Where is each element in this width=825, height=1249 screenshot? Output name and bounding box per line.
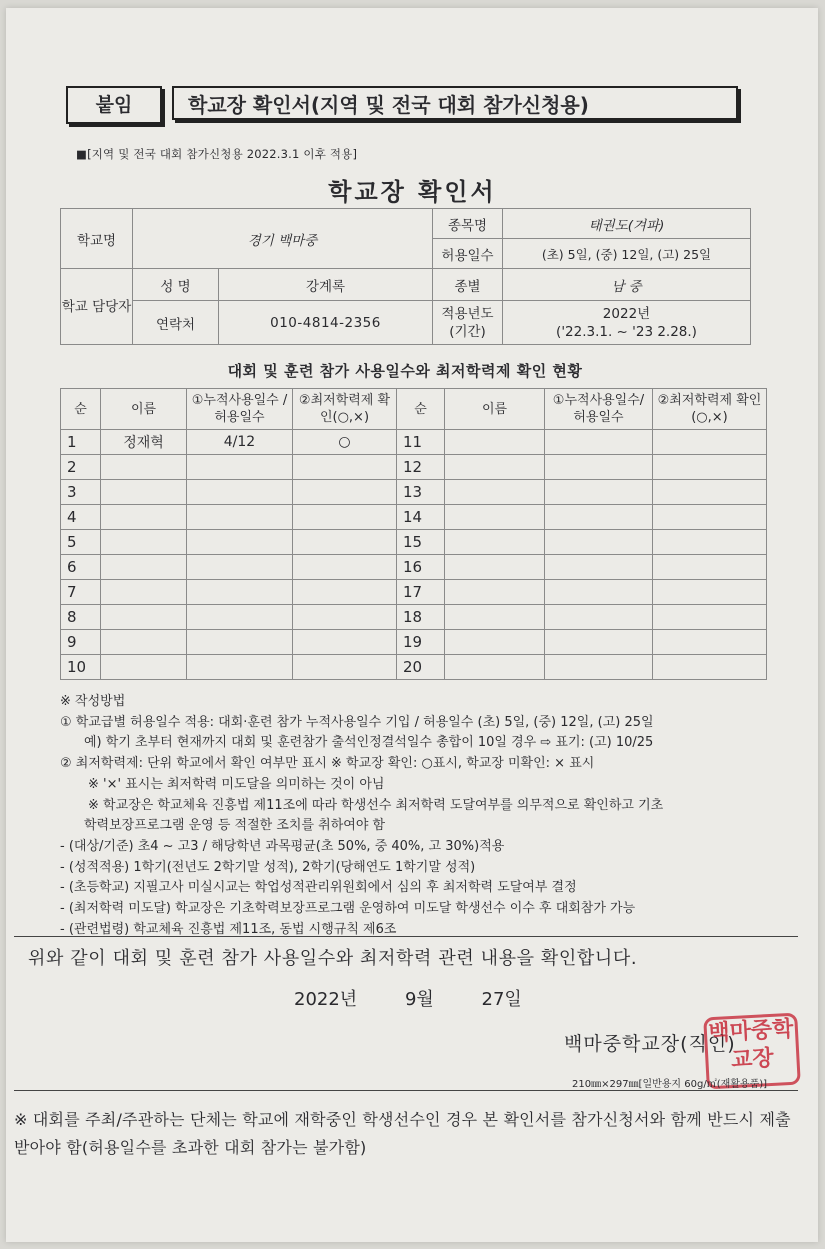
row-no: 3 — [61, 480, 101, 505]
note-detail-1: - (대상/기준) 초4 ~ 고3 / 해당학년 과목평균(초 50%, 중 40%, 고 30%)적용 — [60, 838, 505, 854]
row-no-right: 11 — [397, 430, 445, 455]
grade-confirm-right — [653, 555, 767, 580]
student-name-right — [445, 555, 545, 580]
grade-confirm — [293, 655, 397, 680]
divider-bottom — [14, 1090, 798, 1091]
official-seal-stamp: 백마중학교장 — [703, 1013, 801, 1090]
row-no-right: 14 — [397, 505, 445, 530]
student-name-right — [445, 605, 545, 630]
row-no-right: 13 — [397, 480, 445, 505]
days-used — [187, 555, 293, 580]
school-info-table — [60, 208, 751, 345]
days-used — [187, 630, 293, 655]
roster-row — [61, 630, 767, 655]
attachment-tag: 붙임 — [66, 86, 162, 124]
document-title: 학교장 확인서 — [328, 178, 497, 206]
row-no: 9 — [61, 630, 101, 655]
roster-row — [61, 505, 767, 530]
days-used — [187, 530, 293, 555]
grade-confirm-right — [653, 530, 767, 555]
title-bar — [66, 86, 742, 122]
row-no-right: 19 — [397, 630, 445, 655]
student-name-right — [445, 480, 545, 505]
note-detail-2: - (성적적용) 1학기(전년도 2학기말 성적), 2학기(당해연도 1학기말 성적) — [60, 859, 476, 875]
notes-heading: ※ 작성방법 — [60, 694, 126, 709]
grade-confirm — [293, 505, 397, 530]
contact-label: 연락처 — [133, 301, 219, 345]
manager-label: 학교 담당자 — [61, 269, 133, 345]
note-detail-3: - (초등학교) 지필고사 미실시교는 학업성적관리위원회에서 심의 후 최저학력 도달여부 결정 — [60, 880, 577, 896]
grade-confirm — [293, 630, 397, 655]
roster-row — [61, 430, 767, 455]
section-title: 대회 및 훈련 참가 사용일수와 최저학력제 확인 현황 — [227, 362, 583, 380]
grade-confirm-right — [653, 655, 767, 680]
grade-confirm: ○ — [293, 430, 397, 455]
days-used-right — [545, 630, 653, 655]
row-no: 7 — [61, 580, 101, 605]
days-used — [187, 505, 293, 530]
days-used — [187, 580, 293, 605]
student-name — [101, 530, 187, 555]
row-no-right: 20 — [397, 655, 445, 680]
note-2d: 학력보장프로그램 운영 등 적절한 조치를 취하여야 함 — [84, 818, 386, 834]
row-no-right: 17 — [397, 580, 445, 605]
col-confirm-right: ②최저학력제 확인(○,×) — [653, 389, 767, 430]
student-name — [101, 605, 187, 630]
roster-row — [61, 530, 767, 555]
roster-row — [61, 580, 767, 605]
student-name: 정재혁 — [101, 430, 187, 455]
instructions — [60, 692, 780, 940]
col-no-right: 순 — [397, 389, 445, 430]
days-used-right — [545, 555, 653, 580]
event-value: 태권도(겨파) — [503, 209, 751, 239]
days-used-right — [545, 530, 653, 555]
student-name — [101, 580, 187, 605]
row-no: 4 — [61, 505, 101, 530]
days-used — [187, 605, 293, 630]
student-name — [101, 655, 187, 680]
student-name-right — [445, 530, 545, 555]
grade-confirm — [293, 580, 397, 605]
school-name-value: 경기 백마중 — [133, 209, 433, 269]
student-name-right — [445, 505, 545, 530]
date-month: 9월 — [404, 989, 434, 1010]
row-no-right: 12 — [397, 455, 445, 480]
contact-value: 010-4814-2356 — [219, 301, 433, 345]
student-name — [101, 555, 187, 580]
days-used-right — [545, 605, 653, 630]
days-used-right — [545, 455, 653, 480]
student-name-right — [445, 655, 545, 680]
applicability-note: ■[지역 및 전국 대회 참가신청용 2022.3.1 이후 적용] — [76, 147, 358, 161]
note-2c: ※ 학교장은 학교체육 진흥법 제11조에 따라 학생선수 최저학력 도달여부를 의무적으로 확인하고 기초 — [88, 797, 664, 813]
col-no: 순 — [61, 389, 101, 430]
submission-footnote: ※ 대회를 주최/주관하는 단체는 학교에 재학중인 학생선수인 경우 본 확인서를 참가신청서와 함께 반드시 제출받아야 함(허용일수를 초과한 대회 참가는 불가함) — [14, 1110, 791, 1157]
grade-confirm-right — [653, 505, 767, 530]
roster-row — [61, 655, 767, 680]
student-name — [101, 630, 187, 655]
name-value: 강계록 — [219, 269, 433, 301]
days-used-right — [545, 655, 653, 680]
gender-label: 종별 — [433, 269, 503, 301]
date-line — [294, 985, 564, 1011]
days-used-right — [545, 480, 653, 505]
col-confirm: ②최저학력제 확인(○,×) — [293, 389, 397, 430]
row-no-right: 18 — [397, 605, 445, 630]
grade-confirm-right — [653, 430, 767, 455]
student-name-right — [445, 580, 545, 605]
note-detail-5: - (관련법령) 학교체육 진흥법 제11조, 동법 시행규칙 제6조 — [60, 921, 397, 937]
student-name — [101, 480, 187, 505]
days-used: 4/12 — [187, 430, 293, 455]
days-used — [187, 655, 293, 680]
apply-year-value: 2022년 — [602, 305, 651, 322]
form-heading: 학교장 확인서(지역 및 전국 대회 참가신청용) — [172, 86, 738, 120]
roster-row — [61, 555, 767, 580]
grade-confirm — [293, 530, 397, 555]
grade-confirm — [293, 480, 397, 505]
row-no: 6 — [61, 555, 101, 580]
row-no: 2 — [61, 455, 101, 480]
grade-confirm-right — [653, 605, 767, 630]
student-name-right — [445, 630, 545, 655]
roster-row — [61, 455, 767, 480]
days-used — [187, 455, 293, 480]
date-year: 2022년 — [294, 989, 358, 1010]
days-used — [187, 480, 293, 505]
row-no: 8 — [61, 605, 101, 630]
note-2b: ※ '×' 표시는 최저학력 미도달을 의미하는 것이 아님 — [88, 776, 385, 792]
note-1a: ① 학교급별 허용일수 적용: 대회·훈련 참가 누적사용일수 기입 / 허용일수 (초) 5일, (중) 12일, (고) 25일 — [60, 714, 654, 730]
apply-year-label: 적용년도 (기간) — [433, 301, 503, 345]
row-no: 5 — [61, 530, 101, 555]
days-used-right — [545, 580, 653, 605]
grade-confirm — [293, 555, 397, 580]
roster-row — [61, 605, 767, 630]
apply-period-value: ('22.3.1. ~ '23 2.28.) — [556, 323, 697, 340]
grade-confirm-right — [653, 630, 767, 655]
gender-value: 남 중 — [503, 269, 751, 301]
school-name-label: 학교명 — [61, 209, 133, 269]
grade-confirm — [293, 605, 397, 630]
grade-confirm-right — [653, 480, 767, 505]
days-used-right — [545, 430, 653, 455]
grade-confirm-right — [653, 455, 767, 480]
student-name-right — [445, 430, 545, 455]
row-no: 1 — [61, 430, 101, 455]
allow-days-value: (초) 5일, (중) 12일, (고) 25일 — [503, 239, 751, 269]
event-label: 종목명 — [433, 209, 503, 239]
row-no-right: 16 — [397, 555, 445, 580]
principal-signature: 백마중학교장(직인) — [564, 1033, 736, 1055]
date-day: 27일 — [481, 989, 522, 1010]
paper-spec: 210㎜×297㎜[일반용지 60g/㎡(재활용품)] — [572, 1079, 768, 1090]
grade-confirm-right — [653, 580, 767, 605]
apply-year-cell — [503, 301, 751, 345]
roster-row — [61, 480, 767, 505]
student-name — [101, 505, 187, 530]
grade-confirm — [293, 455, 397, 480]
student-name-right — [445, 455, 545, 480]
row-no-right: 15 — [397, 530, 445, 555]
divider-top — [14, 936, 798, 937]
col-name-right: 이름 — [445, 389, 545, 430]
days-used-right — [545, 505, 653, 530]
student-name — [101, 455, 187, 480]
roster-header-row — [61, 389, 767, 430]
roster-table — [60, 388, 767, 680]
name-label: 성 명 — [133, 269, 219, 301]
allow-days-label: 허용일수 — [433, 239, 503, 269]
row-no: 10 — [61, 655, 101, 680]
col-name: 이름 — [101, 389, 187, 430]
note-2a: ② 최저학력제: 단위 학교에서 확인 여부만 표시 ※ 학교장 확인: ○표시, 학교장 미확인: × 표시 — [60, 756, 595, 772]
note-1b: 예) 학기 초부터 현재까지 대회 및 훈련참가 출석인정결석일수 총합이 10일 경우 ⇨ 표기: (고) 10/25 — [84, 735, 654, 751]
col-days: ①누적사용일수 /허용일수 — [187, 389, 293, 430]
col-days-right: ①누적사용일수/ 허용일수 — [545, 389, 653, 430]
note-detail-4: - (최저학력 미도달) 학교장은 기초학력보장프로그램 운영하여 미도달 학생선수 이수 후 대회참가 가능 — [60, 901, 636, 917]
confirmation-statement: 위와 같이 대회 및 훈련 참가 사용일수와 최저학력 관련 내용을 확인합니다. — [28, 948, 638, 969]
